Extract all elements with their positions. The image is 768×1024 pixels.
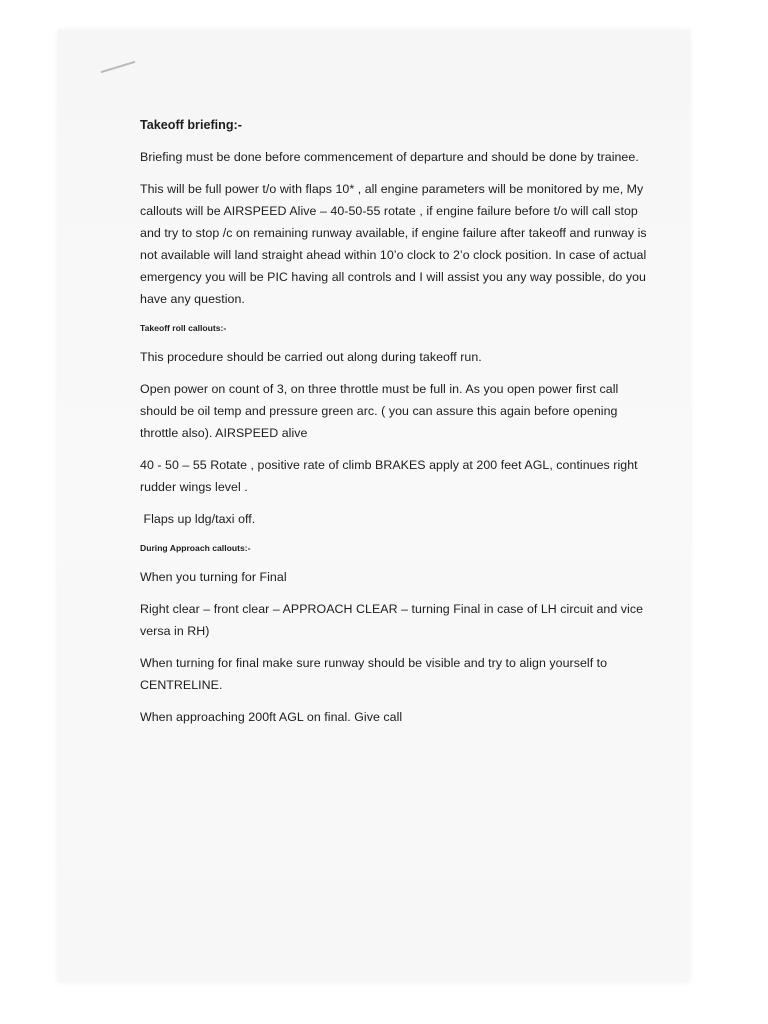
- paragraph-approach-1: When you turning for Final: [140, 570, 287, 584]
- heading-takeoff-briefing: Takeoff briefing:-: [140, 118, 242, 132]
- paragraph-approach-4: When approaching 200ft AGL on final. Give call: [140, 710, 403, 724]
- paragraph-roll-4: Flaps up ldg/taxi off.: [140, 512, 256, 526]
- paragraph-approach-2: Right clear – front clear – APPROACH CLEAR – turning Final in case of LH circuit and vice versa in RH): [140, 602, 644, 638]
- heading-takeoff-roll-callouts: Takeoff roll callouts:-: [140, 323, 227, 333]
- heading-approach-callouts: During Approach callouts:-: [140, 543, 251, 553]
- document-content: [140, 114, 650, 738]
- paragraph-briefing-main: This will be full power t/o with flaps 10* , all engine parameters will be monitored by me, My callouts will be AIRSPEED Alive – 40-50-55 rotate , if engine failure before t/o will call stop and try to stop /c on remaining runway available, if engine failure after takeoff and runway is not available will land straight ahead within 10’o clock to 2’o clock position. In case of actual emergency you will be PIC having all controls and I will assist you any way possible, do you have any question.: [140, 182, 647, 306]
- paragraph-roll-1: This procedure should be carried out along during takeoff run.: [140, 350, 482, 364]
- paragraph-roll-2: Open power on count of 3, on three throttle must be full in. As you open power first call should be oil temp and pressure green arc. ( you can assure this again before opening throttle also). AIRSPEED alive: [140, 382, 619, 440]
- paragraph-approach-3: When turning for final make sure runway should be visible and try to align yourself to CENTRELINE.: [140, 656, 608, 692]
- paragraph-briefing-intro: Briefing must be done before commencement of departure and should be done by trainee.: [140, 150, 639, 164]
- paragraph-roll-3: 40 - 50 – 55 Rotate , positive rate of climb BRAKES apply at 200 feet AGL, continues right rudder wings level .: [140, 458, 638, 494]
